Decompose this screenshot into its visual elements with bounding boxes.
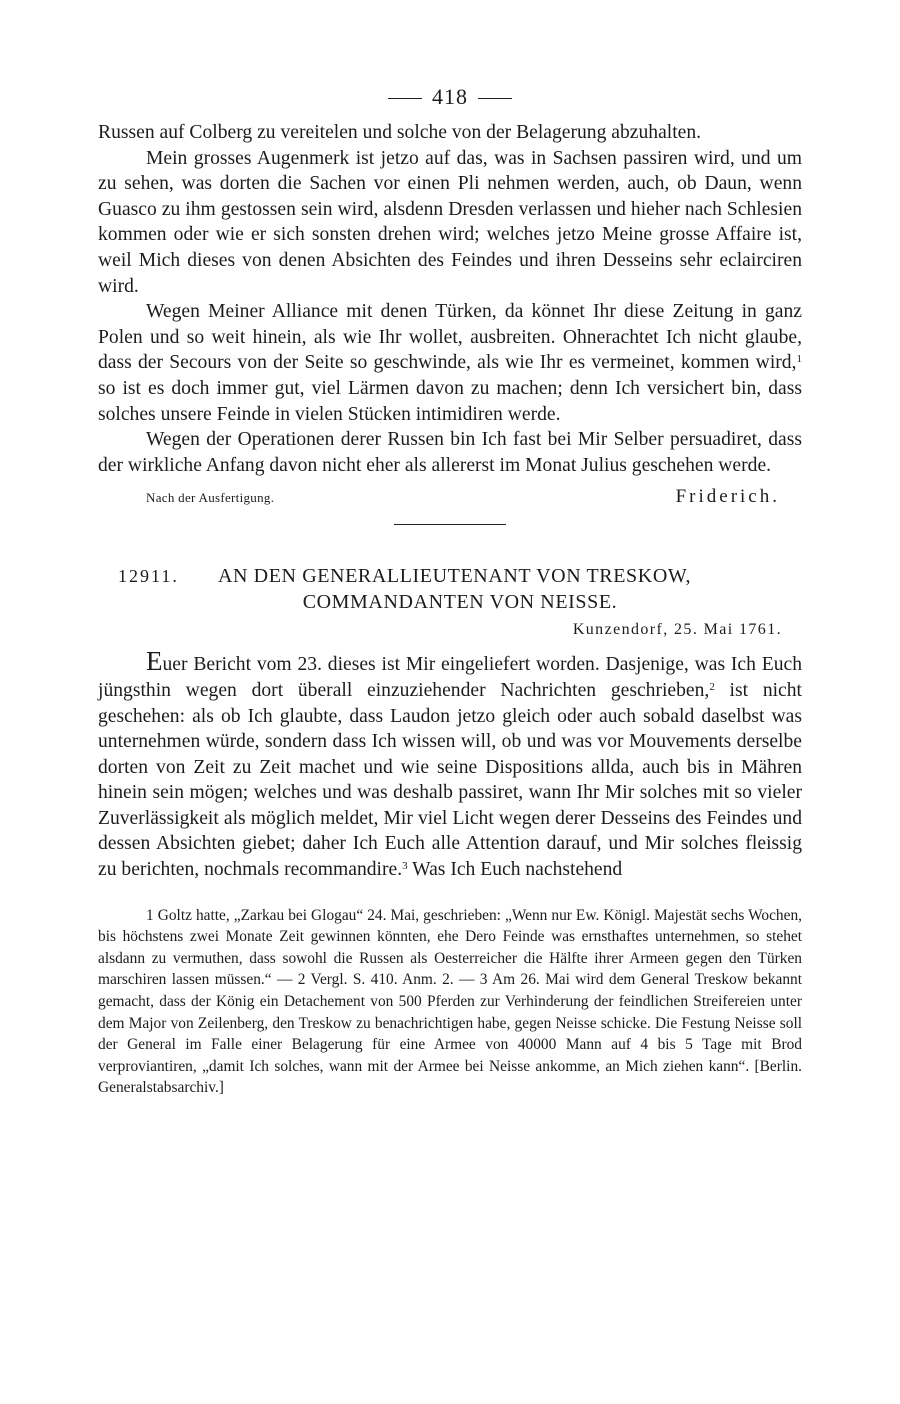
letter-text-3: Was Ich Euch nachstehend [407, 859, 623, 881]
footnote-ref-3: 3 [402, 860, 408, 873]
letter-text-1: uer Bericht vom 23. dieses ist Mir eingeliefert worden. Dasjenige, was Ich Euch jüngsthin wegen dort überall einzuziehender Nachrichten geschrieben, [98, 654, 802, 701]
document-page [98, 84, 802, 1099]
paragraph-operationen: Wegen der Operationen derer Russen bin Ich fast bei Mir Selber persuadiret, dass der wirkliche Anfang davon nicht eher als allererst im Monat Julius geschehen werde. [98, 429, 802, 476]
heading-line-1 [98, 563, 802, 589]
page-header [98, 84, 802, 110]
paragraph-alliance [98, 299, 802, 427]
letter-number: 12911. [118, 566, 179, 587]
header-dash-right [478, 98, 512, 99]
initial-letter: E [146, 646, 163, 677]
letter-heading [98, 563, 802, 615]
heading-line-2: COMMANDANTEN VON NEISSE. [302, 591, 618, 614]
signature: Friderich. [675, 486, 780, 508]
paragraph-augenmerk: Mein grosses Augenmerk ist jetzo auf das, was in Sachsen passiren wird, und um zu sehen, was dorten die Sachen vor einen Pli nehmen werden, auch, ob Daun, wenn Guasco zu ihm gestossen sein wird, alsdenn Dresden verlassen und hieher nach Schlesien kommen oder wie er sich sonsten drehen wird; welches jetzo Meine grosse Affaire ist, weil Mich dieses von denen Absichten des Feindes und ihren Desseins sehr eclairciren wird. [98, 147, 802, 297]
header-dash-left [388, 98, 422, 99]
alliance-text-b: so ist es doch immer gut, viel Lärmen davon zu machen; denn Ich versichert bin, dass solches unsere Feinde in vielen Stücken intimidiren werde. [98, 377, 802, 425]
paragraph-continuation: Russen auf Colberg zu vereitelen und solche von der Belagerung abzuhalten. [98, 122, 702, 143]
alliance-text-a: Wegen Meiner Alliance mit denen Türken, da könnet Ihr diese Zeitung in ganz Polen und so weit hinein, als wie Ihr wollet, ausbreiten. Ohnerachtet Ich nicht glaube, dass der Secours von der Seite so geschwinde, als wie Ihr es vermeinet, kommen wird, [98, 301, 802, 374]
footnote-ref-1: 1 [796, 353, 802, 366]
dateline: Kunzendorf, 25. Mai 1761. [572, 621, 782, 639]
footnote-ref-2: 2 [709, 680, 715, 693]
signature-row [98, 486, 802, 508]
heading-recipient: AN DEN GENERALLIEUTENANT VON TRESKOW, [218, 565, 692, 588]
letter-text-2: ist nicht geschehen: als ob Ich glaubte, dass Laudon jetzo gleich oder auch sobald daselbst was unternehmen würde, sondern dass Ich wissen will, ob und was vor Mouvements derselbe dorten von Zeit zu Zeit machet und wie seine Dispositions allda, auch bis in Mähren hinein sein mögen; welches und was deshalb passiret, wann Ihr Mir solches mit so vieler Zuverlässigkeit als möglich meldet, Mir viel Licht wegen derer Desseins des Feindes und dessen Absichten giebet; daher Ich Euch alle Attention darauf, und Mir solches fleissig zu berichten, nochmals recommandire. [98, 679, 802, 881]
page-number: 418 [432, 84, 468, 109]
footnotes-text: 1 Goltz hatte, „Zarkau bei Glogau“ 24. Mai, geschrieben: „Wenn nur Ew. Königl. Majestät sechs Wochen, bis höchstens zwei Monate Zeit gewinnen könnten, ehe Dero Feinde was ernsthaftes unternehmen, so stehet alsdann zu vermuthen, dass sowohl die Russen als Oesterreicher die Hälfte ihrer Armeen gegen den Türken marschiren lassen müssen.“ — 2 Vergl. S. 410. Anm. 2. — 3 Am 26. Mai wird dem General Treskow bekannt gemacht, dass der König ein Detachement von 500 Pferden zur Verhinderung der feindlichen Streifereien unter dem Major von Zeilenberg, den Treskow zu benachrichtigen habe, gegen Neisse schicke. Die Festung Neisse soll der General im Falle einer Belagerung für eine Armee von 40000 Mann auf 4 bis 5 Tage mit Brod verproviantiren, „damit Ich solches, wann mit der Armee bei Neisse ankomme, an Mich ziehen kann“. [Berlin. Generalstabsarchiv.] [98, 906, 802, 1097]
letter-body [98, 646, 802, 882]
source-note: Nach der Ausfertigung. [146, 490, 275, 506]
footnotes [98, 905, 802, 1099]
section-divider [394, 524, 506, 525]
